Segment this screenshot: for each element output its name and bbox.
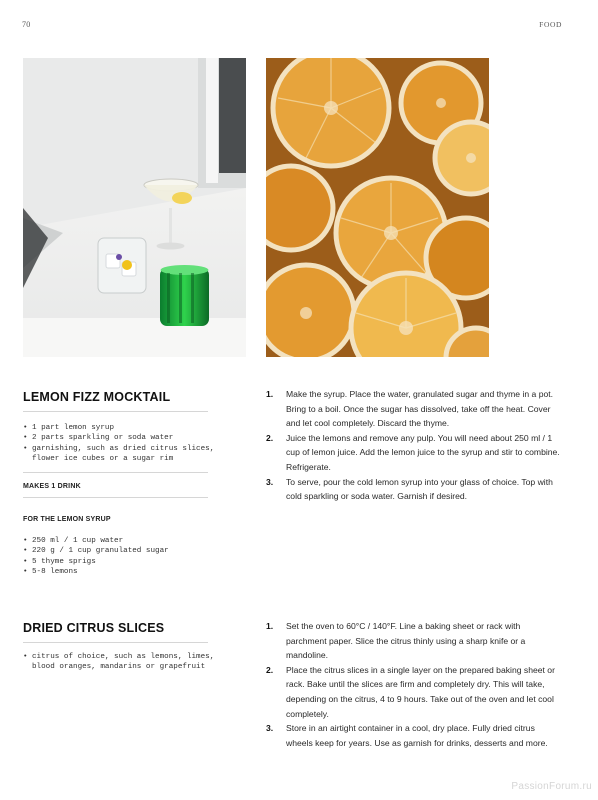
method-steps (266, 387, 562, 504)
mocktail-photo (23, 58, 246, 357)
step-item (266, 431, 562, 475)
ingredient-item: • 2 parts sparkling or soda water (23, 433, 223, 443)
step-text: To serve, pour the cold lemon syrup into your glass of choice. Top with cold sparkling or soda water. Garnish if desired. (286, 476, 553, 502)
ingredient-item: • citrus of choice, such as lemons, limes, blood oranges, mandarins or grapefruit (23, 652, 228, 673)
ingredient-list (23, 423, 223, 464)
step-number: 2. (266, 664, 274, 675)
step-text: Make the syrup. Place the water, granulated sugar and thyme in a pot. Bring to a boil. Once the sugar has dissolved, take off the heat. Cover and let cool completely. Discard the thyme. (286, 389, 554, 429)
recipe-title-lemon-fizz: LEMON FIZZ MOCKTAIL (23, 390, 171, 404)
section-tag: FOOD (539, 20, 562, 29)
ingredient-list (23, 652, 228, 673)
ingredient-item: • 1 part lemon syrup (23, 423, 223, 433)
step-number: 3. (266, 476, 274, 487)
step-text: Store in an airtight container in a cool, dry place. Fully dried citrus wheels keep for years. Use as garnish for drinks, desserts and more. (286, 723, 548, 748)
divider (23, 497, 208, 498)
step-item (266, 475, 562, 504)
ingredient-item: • 5-8 lemons (23, 567, 223, 577)
divider (23, 411, 208, 412)
divider (23, 472, 208, 473)
step-number: 1. (266, 621, 274, 631)
watermark: PassionForum.ru (511, 781, 592, 792)
ingredient-item: • 220 g / 1 cup granulated sugar (23, 546, 223, 556)
recipe-title-dried-citrus: DRIED CITRUS SLICES (23, 621, 165, 635)
step-text: Place the citrus slices in a single layer on the prepared baking sheet or rack. Bake until the slices are firm and completely dry. This will take, depending on the citrus, 4 to 9 hours. Take out of the oven and let cool completely. (286, 664, 555, 719)
step-item (266, 721, 562, 750)
dried-citrus-photo (266, 58, 489, 357)
syrup-heading: FOR THE LEMON SYRUP (23, 516, 111, 523)
step-text: Juice the lemons and remove any pulp. You will need about 250 ml / 1 cup of lemon juice. Add the lemon juice to the syrup and stir to combine. Refrigerate. (286, 432, 560, 472)
step-item (266, 619, 562, 663)
mocktail-illustration (23, 58, 246, 357)
dried-citrus-illustration (266, 58, 489, 357)
step-number: 2. (266, 432, 274, 443)
step-text: Set the oven to 60°C / 140°F. Line a baking sheet or rack with parchment paper. Slice the citrus thinly using a sharp knife or a mandoline. (286, 621, 526, 661)
ingredient-item: • garnishing, such as dried citrus slices, flower ice cubes or a sugar rim (23, 444, 223, 465)
yield-label: MAKES 1 DRINK (23, 483, 81, 490)
step-item (266, 663, 562, 721)
divider (23, 642, 208, 643)
ingredient-item: • 250 ml / 1 cup water (23, 536, 223, 546)
step-number: 1. (266, 389, 274, 399)
method-steps (266, 619, 562, 750)
ingredient-item: • 5 thyme sprigs (23, 557, 223, 567)
page-number: 70 (22, 20, 31, 29)
step-item (266, 387, 562, 431)
syrup-ingredient-list (23, 536, 223, 577)
step-number: 3. (266, 723, 274, 734)
